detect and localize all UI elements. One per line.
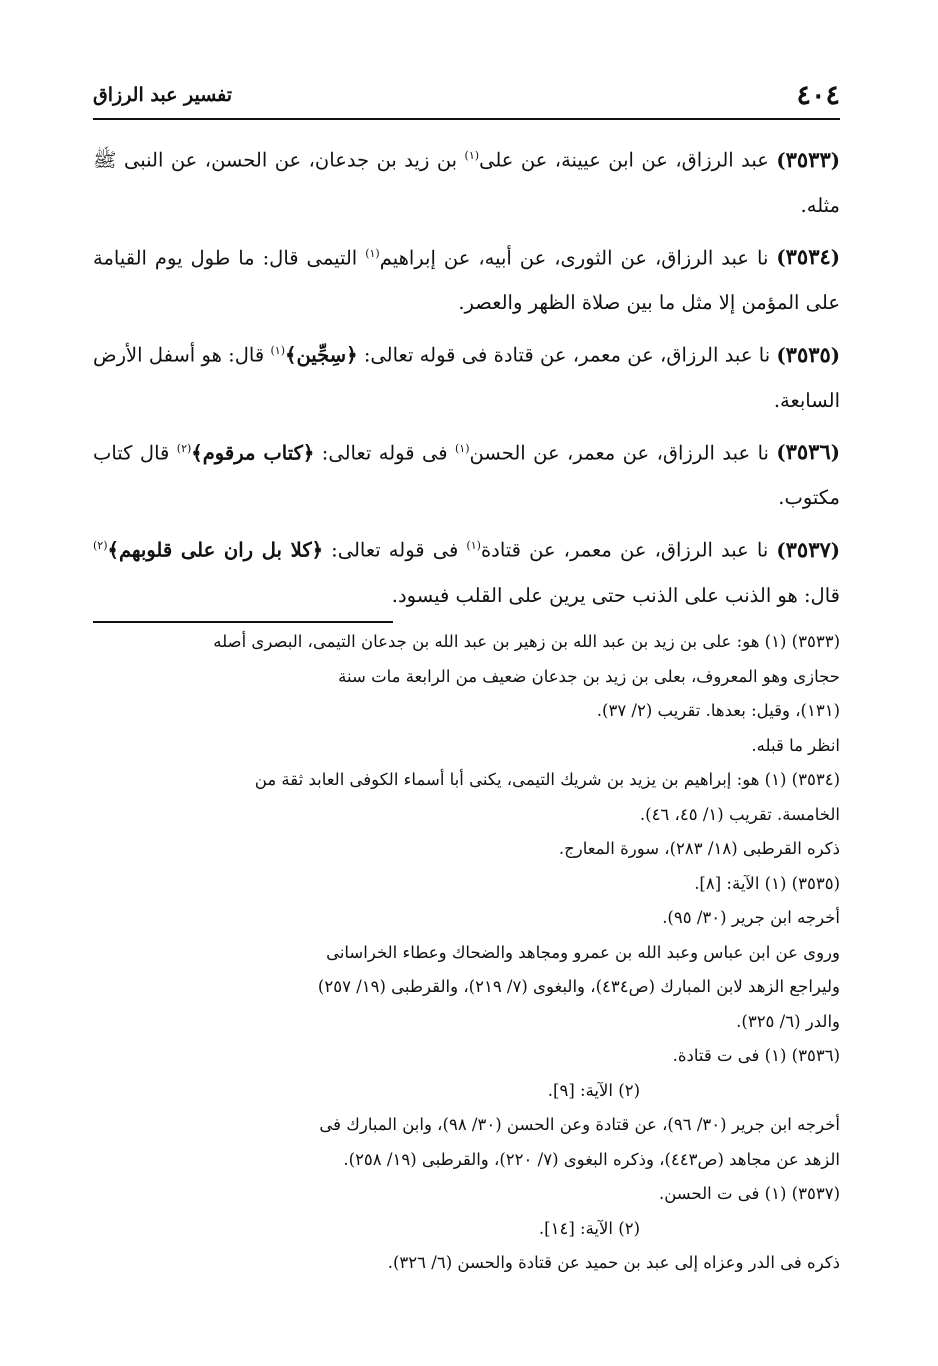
footnote-line: الزهد عن مجاهد (ص٤٤٣)، وذكره البغوى (٧/ ٢٢٠)، والقرطبى (١٩/ ٢٥٨).	[343, 1149, 840, 1169]
running-head	[93, 78, 840, 112]
footnotes-rule	[93, 621, 393, 623]
footnote-mark: (١)	[365, 246, 380, 260]
main-text	[93, 133, 840, 621]
footnote-line: (٢) الآية: [٩].	[547, 1080, 640, 1100]
footnote-line: (٢) الآية: [١٤].	[538, 1218, 640, 1238]
entry-3534	[93, 231, 840, 326]
footnote-mark: (١)	[464, 149, 480, 162]
footnote-3535: (٣٥٣٥) (١) الآية: [٨].	[694, 873, 840, 893]
footnote-3533: (٣٥٣٣) (١) هو: على بن زيد بن عبد الله بن زهير بن عبد الله بن جدعان التيمى، البصرى أصله	[213, 632, 840, 651]
footnote-line: والدر (٦/ ٣٢٥).	[736, 1011, 840, 1031]
entry-text: فى قوله تعالى:	[331, 538, 459, 562]
entry-number: (٣٥٣٦)	[776, 439, 840, 464]
entry-3533	[93, 133, 840, 228]
footnote-line: ذكره القرطبى (١٨/ ٢٨٣)، سورة المعارج.	[558, 839, 840, 858]
footnote-line: انظر ما قبله.	[751, 735, 840, 755]
footnote-line: (١٣١)، وقيل: بعدها. تقريب (٢/ ٣٧).	[596, 701, 840, 720]
entry-text: فى قوله تعالى:	[321, 441, 448, 464]
page-number: ٤٠٤	[796, 79, 840, 111]
footnote-line: أخرجه ابن جرير (٣٠/ ٩٦)، عن قتادة وعن الحسن (٣٠/ ٩٨)، وابن المبارك فى	[319, 1115, 840, 1134]
entry-3537	[93, 523, 840, 618]
header-rule	[93, 118, 840, 120]
entry-3536	[93, 426, 840, 521]
book-title: تفسير عبد الرزاق	[93, 84, 233, 106]
footnote-3534: (٣٥٣٤) (١) هو: إبراهيم بن يزيد بن شريك التيمى، يكنى أبا أسماء الكوفى العابد ثقة من	[254, 770, 840, 789]
footnote-mark: (١)	[270, 344, 286, 357]
entry-number: (٣٥٣٥)	[776, 341, 841, 367]
footnote-line: وروى عن ابن عباس وعبد الله بن عمرو ومجاهد والضحاك وعطاء الخراسانى	[326, 942, 840, 962]
footnote-mark: (١)	[466, 539, 481, 552]
footnote-line: أخرجه ابن جرير (٣٠/ ٩٥).	[662, 908, 840, 927]
footnote-line: الخامسة. تقريب (١/ ٤٥، ٤٦).	[639, 804, 840, 824]
entry-number: (٣٥٣٤)	[776, 244, 840, 269]
footnote-line: حجازى وهو المعروف، بعلى بن زيد بن جدعان ضعيف من الرابعة مات سنة	[338, 666, 840, 686]
footnote-mark: (٢)	[176, 441, 192, 455]
entry-text: التيمى قال: ما طول يوم القيامة على المؤمن إلا مثل ما بين صلاة الظهر والعصر.	[93, 246, 840, 314]
entry-text: بن زيد بن جدعان، عن الحسن، عن النبى ﷺ مثله.	[93, 148, 840, 217]
entry-number: (٣٥٣٣)	[776, 146, 840, 172]
footnote-mark: (١)	[454, 441, 470, 455]
entry-text: نا عبد الرزاق، عن معمر، عن قتادة	[480, 538, 769, 562]
entry-text: نا عبد الرزاق، عن معمر، عن الحسن	[469, 441, 769, 464]
entry-text: نا عبد الرزاق، عن معمر، عن قتادة فى قوله تعالى:	[363, 343, 771, 367]
footnote-line: وليراجع الزهد لابن المبارك (ص٤٣٤)، والبغوى (٧/ ٢١٩)، والقرطبى (١٩/ ٢٥٧)	[317, 977, 840, 996]
entry-text: قال كتاب مكتوب.	[93, 441, 840, 509]
entry-number: (٣٥٣٧)	[776, 536, 841, 562]
entry-3535	[93, 328, 840, 423]
footnotes	[93, 625, 840, 1281]
quran-quote: ﴿كتاب مرقوم﴾	[191, 441, 315, 464]
footnote-3536: (٣٥٣٦) (١) فى ت قتادة.	[672, 1046, 840, 1065]
footnote-line: ذكره فى الدر وعزاه إلى عبد بن حميد عن قتادة والحسن (٦/ ٣٢٦).	[387, 1253, 840, 1272]
quran-quote: ﴿سِجِّين﴾	[285, 343, 358, 367]
quran-quote: ﴿كلا بل ران على قلوبهم﴾	[107, 538, 324, 562]
footnote-mark: (٢)	[93, 539, 108, 552]
entry-text: عبد الرزاق، عن ابن عيينة، عن على	[479, 148, 769, 172]
entry-text: قال: هو أسفل الأرض السابعة.	[93, 343, 840, 412]
footnote-3537: (٣٥٣٧) (١) فى ت الحسن.	[658, 1184, 840, 1203]
entry-text: قال: هو الذنب على الذنب حتى يرين على القلب فيسود.	[391, 583, 840, 607]
entry-text: نا عبد الرزاق، عن الثورى، عن أبيه، عن إبراهيم	[379, 246, 769, 269]
